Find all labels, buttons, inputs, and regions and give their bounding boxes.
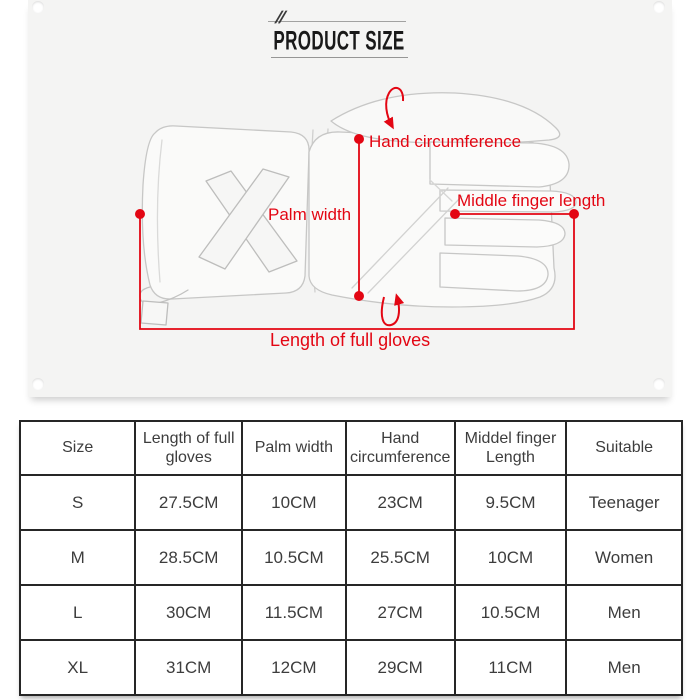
col-header-suitable: Suitable [566,421,682,475]
table-cell: Women [566,530,682,585]
table-cell: 11CM [455,640,567,695]
table-header-row [20,421,682,475]
table-cell: 10CM [455,530,567,585]
table-cell: Teenager [566,475,682,530]
double-slash-icon: // [274,8,286,27]
table-cell: 25.5CM [346,530,455,585]
table-cell: 12CM [242,640,346,695]
palm-width-label: Palm width [268,205,352,224]
col-header-palm-width: Palm width [242,421,346,475]
table-cell: S [20,475,135,530]
table-row-s [20,475,682,530]
table-cell: 9.5CM [455,475,567,530]
length-of-full-gloves-label: Length of full gloves [270,330,431,350]
col-header-middle-finger: Middel finger Length [455,421,567,475]
table-row-m [20,530,682,585]
table-cell: 28.5CM [135,530,242,585]
hand-circumference-label: Hand circumference [369,132,522,151]
table-cell: 10.5CM [455,585,567,640]
table-cell: 27.5CM [135,475,242,530]
table-row-l [20,585,682,640]
col-header-length: Length of full gloves [135,421,242,475]
table-cell: Men [566,640,682,695]
col-header-size: Size [20,421,135,475]
table-cell: 29CM [346,640,455,695]
page-title: PRODUCT SIZE [273,24,405,56]
table-cell: M [20,530,135,585]
table-cell: 23CM [346,475,455,530]
table-cell: 27CM [346,585,455,640]
table-cell: 31CM [135,640,242,695]
table-cell: 30CM [135,585,242,640]
col-header-hand-circumference: Hand circumference [346,421,455,475]
table-cell: 11.5CM [242,585,346,640]
table-cell: L [20,585,135,640]
table-row-xl [20,640,682,695]
middle-finger-length-label: Middle finger length [457,191,606,210]
table-cell: Men [566,585,682,640]
table-cell: 10CM [242,475,346,530]
table-cell: 10.5CM [242,530,346,585]
size-table [19,420,683,696]
table-cell: XL [20,640,135,695]
